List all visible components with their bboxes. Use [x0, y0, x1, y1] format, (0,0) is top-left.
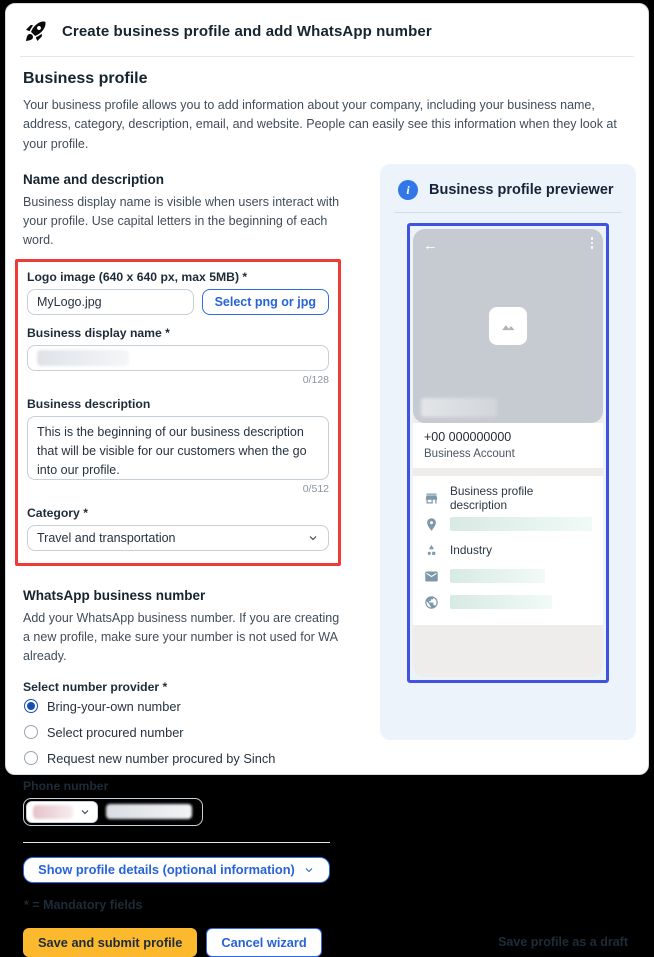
preview-row-email	[424, 563, 592, 589]
preview-row-description: Business profile description	[424, 485, 592, 511]
select-logo-button[interactable]: Select png or jpg	[202, 289, 329, 315]
wizard-footer	[6, 912, 648, 957]
redacted-email	[450, 569, 545, 583]
cancel-wizard-button[interactable]: Cancel wizard	[206, 928, 321, 957]
section-title-whatsapp-number: WhatsApp business number	[23, 588, 206, 604]
wizard-header	[6, 4, 648, 56]
phone-number-input[interactable]	[23, 798, 203, 826]
redacted-display-name	[37, 350, 129, 366]
name-section-description: Business display name is visible when users interact with your profile. Use capital letters in the beginning of each word.	[23, 195, 340, 247]
business-description-textarea[interactable]	[27, 416, 329, 480]
storefront-icon	[424, 491, 439, 506]
industry-icon	[424, 543, 439, 558]
section-title-business-profile: Business profile	[23, 70, 148, 87]
preview-row-address	[424, 511, 592, 537]
redacted-business-name	[421, 398, 497, 417]
save-and-submit-button[interactable]: Save and submit profile	[23, 928, 197, 957]
redacted-website	[450, 595, 552, 609]
chevron-down-icon	[307, 532, 319, 544]
previewer-title: Business profile previewer	[429, 182, 614, 199]
radio-bring-your-own-number[interactable]: Bring-your-own number	[24, 699, 341, 714]
save-draft-link[interactable]: Save profile as a draft	[498, 935, 628, 950]
preview-row-industry: Industry	[424, 537, 592, 563]
whatsapp-number-description: Add your WhatsApp business number. If you are creating a new profile, make sure your number is not used for WA already.	[23, 611, 340, 663]
radio-button-selected[interactable]	[24, 699, 38, 713]
phone-number-label: Phone number	[23, 778, 109, 793]
number-provider-label: Select number provider *	[23, 679, 168, 694]
phone-preview-header	[413, 229, 603, 423]
preview-phone-number: +00 000000000	[424, 430, 512, 445]
location-pin-icon	[424, 517, 439, 532]
category-select[interactable]	[27, 525, 329, 551]
preview-row-website	[424, 589, 592, 615]
radio-request-new-number[interactable]: Request new number procured by Sinch	[24, 751, 341, 766]
phone-number-strip	[413, 423, 603, 468]
display-name-input[interactable]	[27, 345, 329, 371]
highlighted-fields-region	[15, 259, 341, 566]
intro-description: Your business profile allows you to add information about your company, including your business name, address, category, description, email, and website. People can easily see this information when they look at your profile.	[23, 98, 617, 151]
country-code-select[interactable]	[26, 801, 98, 823]
mandatory-fields-note: * = Mandatory fields	[24, 897, 143, 912]
show-profile-details-button[interactable]: Show profile details (optional information)	[23, 857, 330, 883]
category-label: Category *	[27, 506, 88, 521]
redacted-phone-number	[106, 804, 192, 819]
wizard-card	[5, 3, 649, 950]
section-title-name-description: Name and description	[23, 172, 165, 188]
kebab-menu-icon	[591, 237, 594, 249]
phone-preview-footer	[413, 625, 603, 677]
redacted-country-code	[33, 805, 73, 819]
previewer-divider	[394, 212, 622, 213]
radio-button[interactable]	[24, 751, 38, 765]
business-profile-previewer-panel	[380, 164, 636, 740]
intro-section	[6, 57, 648, 154]
email-icon	[424, 569, 439, 584]
chevron-down-icon	[79, 806, 91, 818]
logo-image-label: Logo image (640 x 640 px, max 5MB) *	[27, 270, 248, 285]
phone-preview	[413, 229, 603, 677]
business-description-counter: 0/512	[302, 483, 329, 496]
section-divider	[23, 842, 330, 843]
form-column	[23, 164, 341, 912]
radio-button[interactable]	[24, 725, 38, 739]
preview-highlight-region	[407, 223, 609, 683]
logo-filename-input[interactable]	[27, 289, 194, 315]
radio-select-procured-number[interactable]: Select procured number	[24, 725, 341, 740]
redacted-address	[450, 517, 592, 531]
back-arrow-icon: ←	[423, 237, 438, 255]
display-name-counter: 0/128	[302, 374, 329, 387]
info-icon: i	[398, 180, 418, 200]
display-name-label: Business display name *	[27, 326, 170, 341]
business-description-label: Business description	[27, 397, 151, 412]
category-selected-value: Travel and transportation	[37, 531, 176, 546]
chevron-down-icon	[303, 864, 315, 876]
rocket-icon	[24, 19, 48, 43]
profile-details-card	[413, 476, 603, 625]
globe-icon	[424, 595, 439, 610]
preview-account-type: Business Account	[424, 448, 515, 461]
page-title: Create business profile and add WhatsApp number	[62, 22, 432, 40]
image-placeholder-icon	[489, 307, 527, 345]
